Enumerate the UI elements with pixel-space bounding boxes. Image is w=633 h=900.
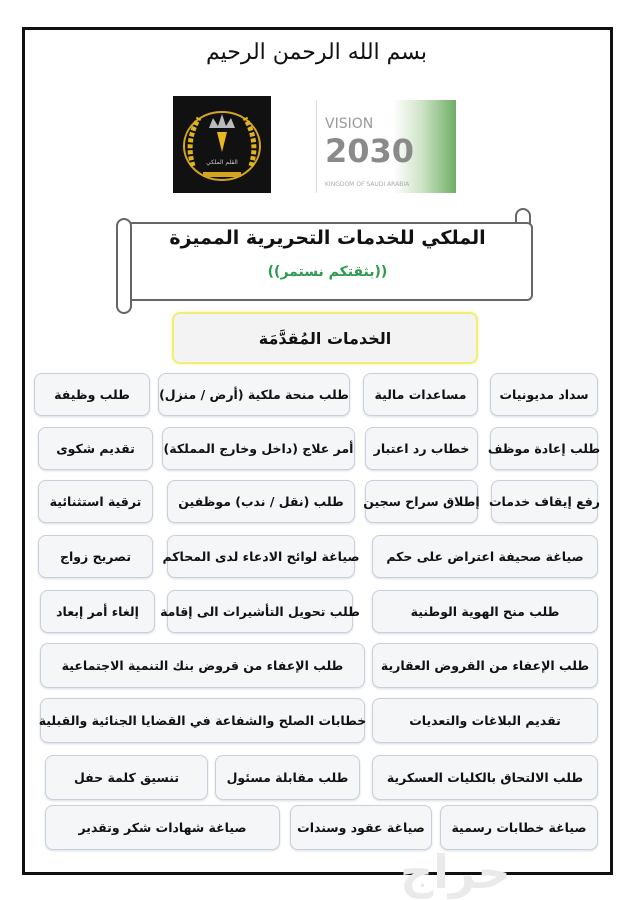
services-heading: الخدمات المُقدَّمَة [172,312,478,364]
service-item: صياغة لوائح الادعاء لدى المحاكم [167,535,355,578]
crown-laurel-icon [173,96,271,193]
service-item: طلب (نقل / ندب) موظفين [167,480,355,523]
service-item: طلب منح الهوية الوطنية [372,590,598,633]
service-item: طلب الالتحاق بالكليات العسكرية [372,755,598,800]
svg-text:KINGDOM OF SAUDI ARABIA: KINGDOM OF SAUDI ARABIA [325,181,410,188]
slogan: ((بثقتكم نستمر)) [267,264,388,280]
service-item: طلب وظيفة [34,373,150,416]
service-item: تقديم البلاغات والتعديات [372,698,598,743]
service-item: طلب الإعفاء من قروض بنك التنمية الاجتماعية [40,643,365,688]
service-item: صياغة خطابات رسمية [440,805,598,850]
service-item: صياغة عقود وسندات [290,805,432,850]
service-item: مساعدات مالية [363,373,478,416]
service-item: طلب الإعفاء من القروض العقارية [372,643,598,688]
service-item: تقديم شكوى [38,427,153,470]
business-title: الملكي للخدمات التحريرية المميزة [169,227,486,249]
service-item: خطاب رد اعتبار [365,427,478,470]
service-item: طلب مقابلة مسئول [215,755,360,800]
service-item: ترقية استثنائية [38,480,153,523]
service-item: طلب منحة ملكية (أرض / منزل) [158,373,350,416]
service-item: طلب إعادة موظف [490,427,598,470]
service-item: طلب تحويل التأشيرات الى إقامة [167,590,353,633]
service-item: إلغاء أمر إبعاد [40,590,155,633]
svg-text:القلم الملكي: القلم الملكي [206,159,238,166]
service-item: صياغة شهادات شكر وتقدير [45,805,280,850]
royal-pen-logo [173,96,271,193]
service-item: أمر علاج (داخل وخارج المملكة) [162,427,355,470]
svg-text:VISION: VISION [325,116,374,132]
service-item: إطلاق سراح سجين [365,480,478,523]
service-item: تنسيق كلمة حفل [45,755,208,800]
basmala: بسم الله الرحمن الرحيم [205,40,428,65]
service-item: سداد مديونيات [490,373,598,416]
service-item: خطابات الصلح والشفاعة في القضايا الجنائية والقبلية [40,698,365,743]
haraj-watermark: حراج [400,845,511,899]
service-item: رفع إيقاف خدمات [491,480,598,523]
svg-text:2030: 2030 [325,132,415,170]
vision-2030-logo [316,100,456,193]
service-item: تصريح زواج [38,535,153,578]
service-item: صياغة صحيفة اعتراض على حكم [372,535,598,578]
vision-2030-emblem [317,100,456,193]
